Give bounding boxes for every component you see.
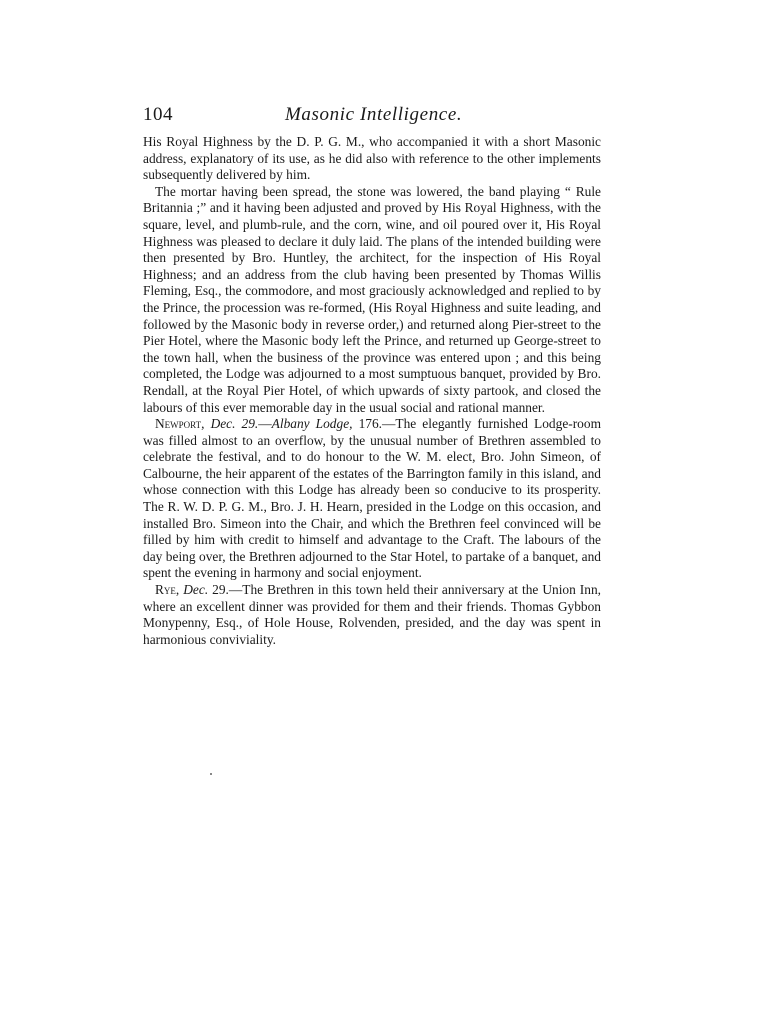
page-number: 104 (143, 104, 173, 125)
lodge-name-albany: Albany Lodge, (271, 416, 353, 432)
date-newport: Dec. 29. (210, 416, 259, 432)
place-name-rye: Rye, (155, 582, 180, 598)
paragraph-foundation-stone: His Royal Highness by the D. P. G. M., who accompanied it with a short Masonic address, explanatory of its use, as he did also with reference to the other implements subsequently delivered by him. (143, 134, 601, 183)
page-header (143, 104, 601, 134)
paragraph-newport (143, 416, 601, 582)
paragraph-newport-text: 176.—The elegantly furnished Lodge-room was filled almost to an overflow, by the unusual number of Brethren assembled to celebrate the festival, and to do honour to the W. M. elect, Bro. John Simeon, of Calbourne, the heir apparent of the estates of the Barrington family in this island, and whose connection with this Lodge has already been so conducive to its prosperity. The R. W. D. P. G. M., Bro. J. H. Hearn, presided in the Lodge on this occasion, and installed Bro. Simeon into the Chair, and which the Brethren feel convinced will be filled by him with credit to himself and advantage to the Craft. The labours of the day being over, the Brethren adjourned to the Star Hotel, to partake of a banquet, and spent the evening in harmony and social enjoyment. (143, 416, 601, 581)
article-body (143, 134, 601, 648)
dash: — (258, 416, 272, 432)
paragraph-rye (143, 582, 601, 648)
place-name-newport: Newport, (155, 416, 205, 432)
running-title: Masonic Intelligence. (285, 104, 463, 125)
paragraph-ceremony: The mortar having been spread, the stone was lowered, the band playing “ Rule Britannia ;” and it having been adjusted and proved by His Royal Highness, with the square, level, and plumb-rule, and the corn, wine, and oil poured over it, His Royal Highness was pleased to declare it duly laid. The plans of the intended building were then presented by Bro. Huntley, the architect, for the inspection of His Royal Highness; and an address from the club having been presented by Thomas Willis Fleming, Esq., the commodore, and most graciously acknowledged and replied to by the Prince, the procession was re-formed, (His Royal Highness and suite leading, and followed by the Masonic body in reverse order,) and returned along Pier-street to the Pier Hotel, where the Masonic body left the Prince, and returned up George-street to the town hall, when the business of the province was entered upon ; and this being completed, the Lodge was adjourned to a most sumptuous banquet, provided by Bro. Rendall, at the Royal Pier Hotel, of which upwards of sixty partook, and closed the labours of this ever memorable day in the usual social and rational manner. (143, 183, 601, 415)
print-speck (210, 773, 212, 775)
date-rye: Dec. (183, 582, 209, 598)
paragraph-rye-text: 29.—The Brethren in this town held their anniversary at the Union Inn, where an excellent dinner was provided for them and their friends. Thomas Gybbon Monypenny, Esq., of Hole House, Rolvenden, presided, and the day was spent in harmonious conviviality. (143, 582, 601, 647)
page (143, 104, 601, 648)
